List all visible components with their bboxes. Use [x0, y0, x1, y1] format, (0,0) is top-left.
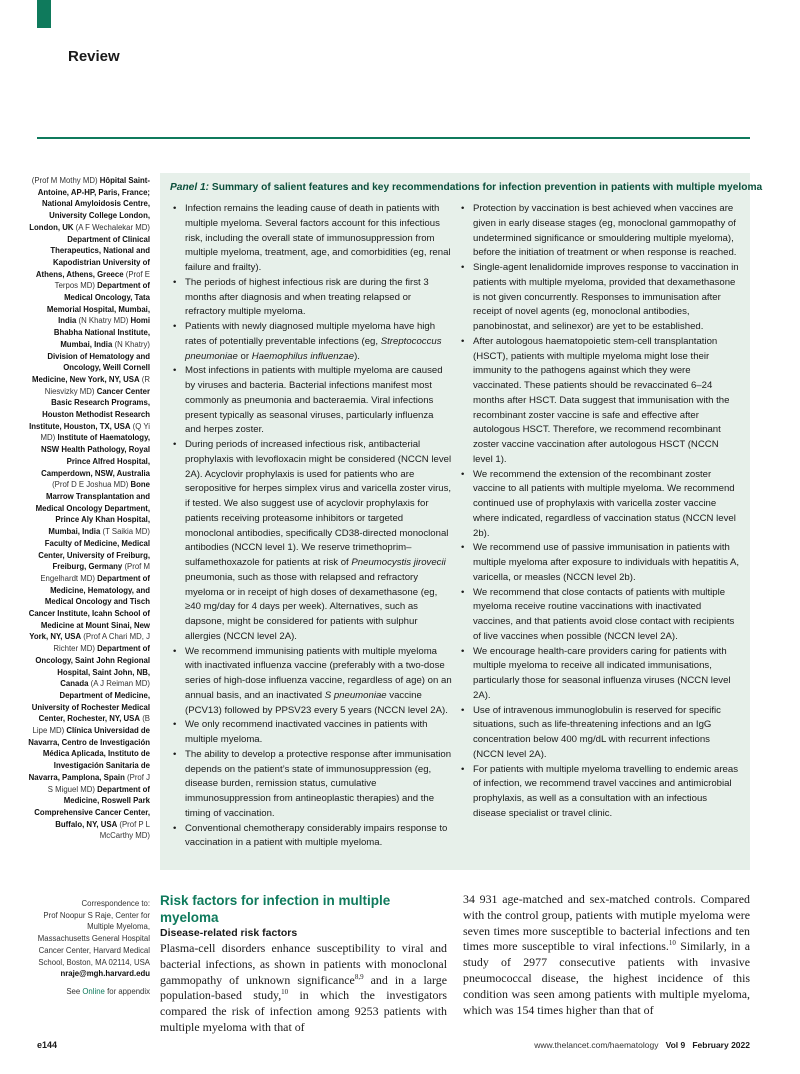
article-column-2 — [463, 892, 750, 1036]
appendix-post: for appendix — [107, 986, 150, 996]
affiliation-institution: Department of Clinical Therapeutics, National and Kapodistrian University of Athens, Athens, Greece — [35, 234, 150, 279]
affiliation-institution: Department of Oncology, Saint John Regional Hospital, Saint John, NB, Canada — [35, 644, 150, 689]
panel-title — [170, 182, 763, 193]
article-body — [160, 892, 750, 1036]
affiliation-people: (Prof A Chari MD, J Richter MD) — [53, 632, 150, 654]
panel-right-column — [458, 202, 740, 851]
journal-url[interactable]: www.thelancet.com/haematology — [534, 1040, 659, 1050]
appendix-note — [28, 986, 150, 998]
panel-title-text: Summary of salient features and key recommendations for infection prevention in patients with multiple myeloma — [211, 182, 763, 193]
correspondence-block — [28, 898, 150, 998]
correspondence-address: Massachusetts General Hospital Cancer Center, Harvard Medical School, Boston, MA 02114, USA — [37, 934, 150, 967]
panel-bullet — [170, 438, 452, 645]
journal-date: February 2022 — [692, 1040, 750, 1050]
text-run: Plasma-cell disorders enhance susceptibility to viral and bacterial infections, as shown in patients with monoclonal gammopathy of unknown significance — [160, 941, 447, 987]
text-run: 34 931 age-matched and sex-matched controls. Compared with the control group, patients with mutiple myeloma were seven times more susceptible to bacterial infections and ten times more susceptible to viral infections. — [463, 892, 750, 954]
text-run: Infection remains the leading cause of death in patients with multiple myeloma. Several factors account for this infectious risk, including the overall state of immunosuppression from multiple myeloma, treatment, age, and comorbidities (eg, renal failure and frailty). — [185, 203, 451, 273]
affiliation-people: (B Lipe MD) — [32, 714, 150, 736]
text-run: Conventional chemotherapy considerably impairs response to vaccination in a patient with multiple myeloma. — [185, 822, 448, 849]
appendix-online-link[interactable]: Online — [82, 986, 105, 996]
affiliation-people: (A F Wechalekar MD) — [75, 222, 150, 232]
italic-term: Haemophilus influenzae — [251, 350, 355, 362]
affiliation-people: (Q Yi MD) — [40, 421, 150, 443]
italic-term: Streptococcus pneumoniae — [185, 335, 442, 362]
affiliation-institution: Department of Medicine, University of Rochester Medical Center, Rochester, NY, USA — [31, 690, 150, 724]
subsection-heading: Disease-related risk factors — [160, 927, 298, 939]
text-run: The ability to develop a protective response after immunisation depends on the patient’s state of immunosuppression (eg, disease burden, remission status, cumulative immunosuppression from antineoplastic therapies) and the timing of vaccination. — [185, 748, 452, 819]
text-run: We recommend that close contacts of patients with multiple myeloma receive routine vaccinations with inactivated vaccines, and that patients avoid close contact with recipients of live vaccines when possible (NCCN level 2A). — [473, 586, 735, 642]
section-accent-bar — [37, 0, 51, 28]
affiliation-institution: Bone Marrow Transplantation and Medical Oncology Department, Prince Aly Khan Hospital, Mumbai, India — [35, 480, 150, 537]
text-run: We recommend use of passive immunisation in patients with multiple myeloma after exposure to individuals with hepatitis A, varicella, or measles (NCCN level 2b). — [473, 542, 740, 583]
affiliation-people: (N Khatry) — [114, 339, 150, 349]
panel-bullet — [170, 320, 452, 364]
text-run: Single-agent lenalidomide improves response to vaccination in patients with multiple myeloma, provided that dexamethasone is not given concurrently. Responses to immunisation after receipt of novel agents (eg, monoclonal antibodies, panobinostat, and selinexor) are yet to be established. — [473, 262, 739, 332]
panel-bullet — [170, 718, 452, 748]
panel-bullet — [170, 364, 452, 438]
text-run: Protection by vaccination is best achieved when vaccines are given in early disease stages (eg, monoclonal gammopathy of undetermined significance or smouldering multiple myeloma), before the initiation of treatment or when response is reached. — [473, 203, 737, 259]
affiliation-people: (Prof D E Joshua MD) — [52, 480, 129, 490]
affiliation-institution: Cancer Center Basic Research Programs, Houston Methodist Research Institute, Houston, TX, USA — [29, 386, 150, 431]
text-run: ). — [354, 350, 360, 362]
header-rule — [37, 137, 750, 139]
journal-volume: Vol 9 — [665, 1040, 686, 1050]
affiliation-institution: Department of Medicine, Hematology, and Medical Oncology and Tisch Cancer Institute, Icahn School of Medicine at Mount Sinai, New York, NY, USA — [28, 573, 150, 642]
italic-term: Pneumocystis jirovecii — [351, 557, 446, 568]
appendix-pre: See — [66, 986, 81, 996]
panel-bullet — [458, 586, 740, 645]
correspondence-email[interactable]: nraje@mgh.harvard.edu — [60, 969, 150, 979]
affiliation-institution: Division of Hematology and Oncology, Weill Cornell Medicine, New York, NY, USA — [31, 351, 150, 384]
citation-ref[interactable]: 10 — [281, 988, 289, 997]
affiliation-people: (Prof E Terpos MD) — [54, 269, 150, 291]
journal-footer — [534, 1040, 750, 1050]
panel-left-column — [170, 202, 452, 851]
text-run: The periods of highest infectious risk are during the first 3 months after diagnosis and when treating relapsed or refractory multiple myeloma. — [185, 276, 429, 318]
text-run: We recommend immunising patients with multiple myeloma with inactivated influenza vaccine (preferably with a two-dose series of high-dose influenza vaccine, regardless of age) on an annual basis, and an inactivated — [185, 645, 452, 701]
panel-bullet — [170, 202, 452, 276]
citation-ref[interactable]: 10 — [668, 939, 676, 948]
panel-label: Panel 1: — [170, 182, 210, 193]
panel-bullet — [458, 763, 740, 822]
text-run: Most infections in patients with multiple myeloma are caused by viruses and bacteria. Bacterial infections manifest most commonly as pneumonia and bacteraemia. Viral infections present typically as seasonal viruses, particularly influenza and herpes zoster. — [185, 365, 443, 436]
affiliation-institution: Department of Medical Oncology, Tata Memorial Hospital, Mumbai, India — [46, 281, 150, 326]
affiliation-institution: Institute of Haematology, NSW Health Pathology, Royal Prince Alfred Hospital, Camperdown, NSW, Australia — [40, 433, 150, 478]
panel-bullet — [170, 276, 452, 320]
affiliation-people: (A J Reiman MD) — [90, 679, 150, 689]
affiliation-institution: Hôpital Saint-Antoine, AP-HP, Paris, France; National Amyloidosis Centre, University College London, London, UK — [29, 176, 150, 232]
body-paragraph-2 — [463, 892, 750, 1018]
italic-term: S pneumoniae — [324, 689, 387, 701]
text-run: We encourage health-care providers caring for patients with multiple myeloma to receive all indicated immunisations, particularly those for seasonal influenza viruses (NCCN level 2A). — [473, 645, 731, 701]
panel-bullet — [170, 748, 452, 822]
affiliation-institution: Department of Medicine, Roswell Park Comprehensive Cancer Center, Buffalo, NY, USA — [34, 784, 150, 829]
affiliation-people: (Prof M Mothy MD) — [31, 176, 98, 185]
text-run: pneumonia, such as those with relapsed and refractory myeloma or in receipt of high doses of dexamethasone (eg, ≥40 mg/day for 4 days per week). Alternatives, such as dapsone, might be considered for patients with sulphur allergies (NCCN level 2A). — [185, 571, 438, 642]
correspondence-label: Correspondence to: — [81, 899, 150, 908]
panel-bullet — [170, 645, 452, 719]
panel-bullet — [458, 645, 740, 704]
affiliation-institution: Clínica Universidad de Navarra, Centro de Investigación Médica Aplicada, Instituto de Investigación Sanitaria de Navarra, Pamplona, Spain — [28, 726, 150, 782]
affiliation-people: (Prof M Engelhardt MD) — [40, 562, 150, 583]
text-run: in which the investigators compared the risk of infection among 9253 patients with multiple myeloma with that of — [160, 988, 447, 1034]
affiliation-people: (Prof P L McCarthy MD) — [99, 819, 150, 841]
panel-bullet — [458, 261, 740, 335]
panel-box — [160, 173, 763, 870]
text-run: We recommend the extension of the recombinant zoster vaccine to all patients with multiple myeloma. We recommend continued use of prophylaxis with varicella zoster vaccine where indicated, regardless of vaccination status (NCCN level 2b). — [473, 468, 736, 539]
affiliation-people: (T Saikia MD) — [102, 527, 150, 537]
text-run: vaccine (PCV13) followed by PPSV23 every 5 years (NCCN level 2A). — [185, 689, 448, 716]
correspondence-name: Prof Noopur S Raje, Center for Multiple Myeloma, — [43, 910, 150, 932]
affiliation-institution: Homi Bhabha National Institute, Mumbai, India — [53, 316, 150, 349]
panel-bullet — [458, 202, 740, 261]
author-affiliations — [28, 175, 150, 842]
text-run: For patients with multiple myeloma travelling to endemic areas of infection, we recommend travel vaccines and antimicrobial prophylaxis, as well as a consultation with an infectious disease specialist or travel clinic. — [473, 763, 739, 819]
affiliation-people: (Prof J S Miguel MD) — [47, 772, 150, 794]
page-number: e144 — [37, 1040, 58, 1050]
citation-ref[interactable]: 8,9 — [354, 972, 364, 981]
text-run: Similarly, in a study of 2977 consecutive patients with invasive pneumococcal disease, the highest incidence of this condition was seen among patients with multiple myeloma, which was 154 times higher than that of — [463, 939, 750, 1017]
panel-bullet — [458, 468, 740, 542]
text-run: During periods of increased infectious risk, antibacterial prophylaxis with levofloxacin might be considered (NCCN level 2A). Acyclovir prophylaxis is used for patients who are seropositive for herpes simplex virus and varicella zoster virus, if tested. We also suggest use of acyclovir prophylaxis for patients receiving proteasome inhibitors or targeted monoclonal antibodies, specifically CD38-directed monoclonal antibodies (NCCN level 1). We reserve trimethoprim–sulfamethoxazole for patients at risk of — [185, 439, 452, 568]
text-run: or — [237, 350, 252, 362]
section-label: Review — [68, 48, 120, 65]
affiliation-people: (N Khatry MD) — [78, 316, 129, 326]
affiliation-institution: Faculty of Medicine, Medical Center, University of Freiburg, Freiburg, Germany — [38, 538, 150, 572]
text-run: We only recommend inactivated vaccines in patients with multiple myeloma. — [185, 719, 428, 745]
text-run: Patients with newly diagnosed multiple myeloma have high rates of potentially preventable infections (eg, — [185, 321, 436, 347]
panel-bullet — [170, 822, 452, 852]
text-run: After autologous haematopoietic stem-cell transplantation (HSCT), patients with multiple myeloma might lose their immunity to the pathogens against which they were vaccinated. These patients should be revaccinated 6–24 months after HSCT. Data suggest that immunisation with the recombinant zoster vaccine is safe and effective after autologous HSCT. Therefore, we recommend recombinant zoster vaccine vaccination after autologous HSCT (NCCN level 1). — [473, 335, 730, 465]
article-column-1 — [160, 892, 447, 1036]
body-paragraph-1 — [160, 941, 447, 1036]
text-run: Use of intravenous immunoglobulin is reserved for specific situations, such as life-threatening infections and an IgG concentration below 400 mg/dL with recurrent infections (NCCN level 2A). — [473, 704, 721, 760]
affiliation-people: (R Niesvizky MD) — [44, 374, 150, 396]
text-run: and in a large population-based study, — [160, 972, 447, 1003]
panel-bullet — [458, 704, 740, 763]
section-heading: Risk factors for infection in multiple myeloma — [160, 893, 391, 925]
panel-bullet — [458, 335, 740, 468]
panel-bullet — [458, 541, 740, 585]
